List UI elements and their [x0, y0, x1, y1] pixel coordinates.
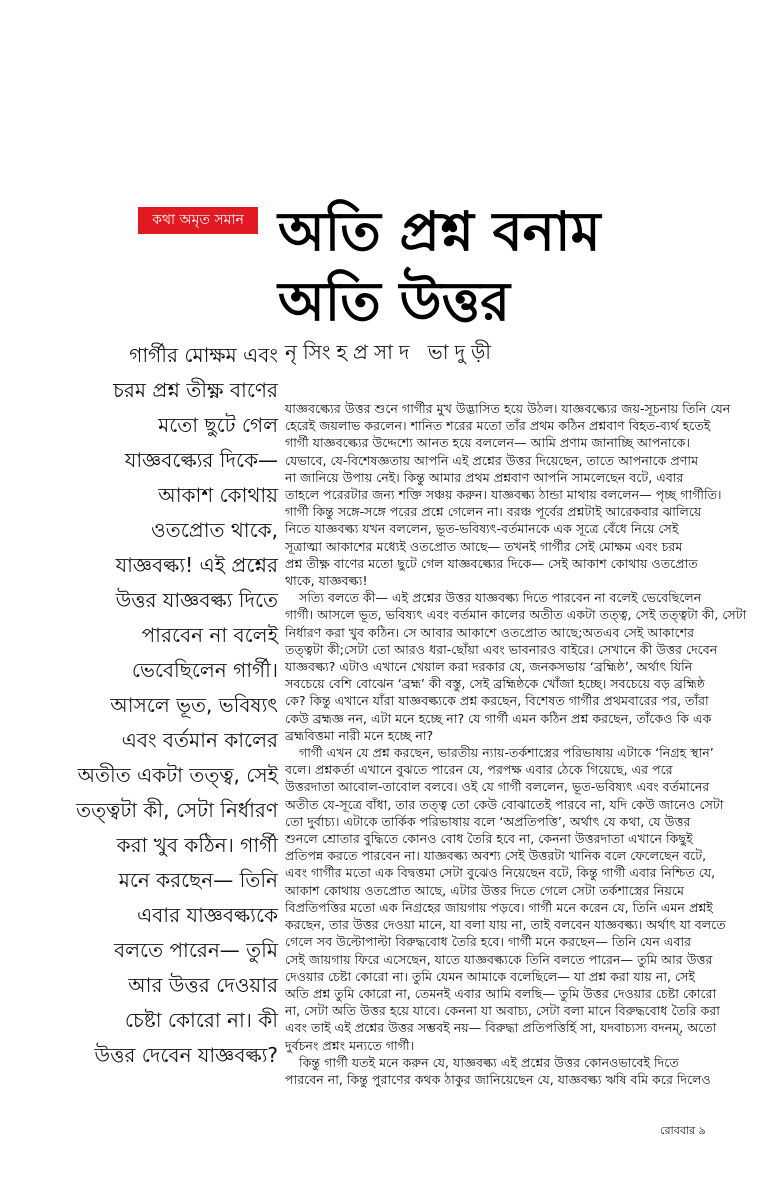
pull-quote-line: বলতে পারেন— তুমি — [114, 938, 278, 962]
text-line: কে? কিন্তু এখানে যাঁরা যাজ্ঞবল্ক্যকে প্রশ্ন করছেন, বিশেষত গার্গীর প্রথমবারের পর, তাঁরা — [285, 693, 709, 709]
text-line: গার্গী কিন্তু সঙ্গে-সঙ্গে পরের প্রশ্নে গেলেন না। বরঞ্চ পূর্বের প্রশ্নটাই আরেকবার ঝালিয়ে — [285, 504, 702, 520]
text-line: এবং গার্গীর মতো এক বিদ্বত্তমা সেটা বুঝেও নিয়েছেন বটে, কিন্তু গার্গী এবার নিশ্চিত যে, — [285, 865, 716, 881]
text-line: ব্রহ্মবিত্তমা নারী মনে হচ্ছে না? — [285, 727, 434, 743]
text-line: সবচেয়ে বেশি বোঝেন ‘ব্রহ্ম’ কী বস্তু, সেই ব্রহ্মিষ্ঠকে খোঁজা হচ্ছে। সবচেয়ে বড় ব্রহ্মিষ্ঠ — [285, 676, 706, 692]
pull-quote-line: ভেবেছিলেন গার্গী। — [131, 658, 278, 682]
section-label: কথা অমৃত সমান — [138, 207, 258, 234]
paragraph — [285, 1054, 763, 1088]
page-footer: রোববার ৯ — [660, 1124, 706, 1137]
text-line: থাকে, যাজ্ঞবল্ক্য! — [285, 573, 368, 589]
text-line: সূত্রাত্মা আকাশের মধ্যেই ওতপ্রোত আছে— তখনই গার্গীর সেই মোক্ষম এবং চরম — [285, 538, 683, 554]
article-body — [285, 400, 763, 1088]
pull-quote-line: মনে করছেন— তিনি — [118, 868, 278, 892]
pull-quote-line: আর উত্তর দেওয়ার — [128, 973, 278, 997]
text-line: অতি প্রশ্ন তুমি কোরো না, তেমনই এবার আমি বলছি— তুমি উত্তর দেওয়ার চেষ্টা কোরো — [285, 985, 717, 1001]
pull-quote-line: যাজ্ঞবল্ক্যের দিকে— — [124, 448, 278, 472]
text-line: সেই জায়গায় ফিরে এসেছেন, যাতে যাজ্ঞবল্ক্যকে তিনি বলতে পারেন— তুমি আর উত্তর — [285, 951, 713, 967]
text-line: অতীত যে-সূত্রে বাঁধা, তার তত্ত্ব তো কেউ বোঝাতেই পারবে না, যদি কেউ জানেও সেটা — [285, 796, 724, 812]
pull-quote-line: অতীত একটা তত্ত্ব, সেই — [77, 763, 278, 787]
pull-quote-line: মতো ছুটে গেল — [158, 413, 278, 437]
pull-quote-line: উত্তর দেবেন যাজ্ঞবল্ক্য? — [94, 1043, 278, 1067]
title-line: অতি প্রশ্ন বনাম — [278, 199, 601, 263]
text-line: বিপ্রতিপত্তির মতো এক নিগ্রহের জায়গায় পড়বে। গার্গী মনে করেন যে, তিনি এমন প্রশ্নই — [285, 899, 713, 915]
text-line: কেউ ব্রহ্মজ্ঞ নন, এটা মনে হচ্ছে না? যে গার্গী এমন কঠিন প্রশ্ন করছেন, তাঁকেও কি এক — [285, 710, 712, 726]
text-line: কিন্তু গার্গী যতই মনে করুন যে, যাজ্ঞবল্ক্য এই প্রশ্নের উত্তর কোনওভাবেই দিতে — [299, 1054, 679, 1070]
pull-quote-line: আসলে ভূত, ভবিষ্যৎ — [110, 693, 278, 717]
text-line: শুনলে শ্রোতার বুদ্ধিতে কোনও বোধ তৈরি হবে না, কেননা উত্তরদাতা এখানে কিছুই — [285, 831, 693, 847]
text-line: বলে। প্রশ্নকর্তা এখানে বুঝতে পারেন যে, পরপক্ষ এবার ঠেকে গিয়েছে, এর পরে — [285, 762, 673, 778]
text-line: না, সেটা অতি উত্তর হয়ে যাবে। কেননা যা অবাচ্য, সেটা বলা মানে বিরুদ্ধবোধ তৈরি করা — [285, 1003, 720, 1019]
text-line: প্রশ্ন তীক্ষ্ণ বাণের মতো ছুটে গেল যাজ্ঞবল্ক্যের দিকে— সেই আকাশ কোথায় ওতপ্রোত — [285, 555, 698, 571]
author-byline: নৃসিংহপ্রসাদ ভাদুড়ী — [285, 340, 498, 364]
pull-quote-line: পারবেন না বলেই — [141, 623, 278, 647]
text-line: নিতে যাজ্ঞবল্ক্য যখন বললেন, ভূত-ভবিষ্যৎ-বর্তমানকে এক সূত্রে বেঁধে নিয়ে সেই — [285, 521, 679, 537]
text-line: যাজ্ঞবল্ক্যের উত্তর শুনে গার্গীর মুখ উদ্ভাসিত হয়ে উঠল। যাজ্ঞবল্ক্যের জয়-সূচনায় তিনি যেন — [285, 401, 731, 416]
text-line: গার্গী যাজ্ঞবল্ক্যের উদ্দেশ্যে আনত হয়ে বললেন— আমি প্রণাম জানাচ্ছি আপনাকে। — [285, 435, 690, 451]
text-line: প্রতিপন্ন করতে পারবেন না। যাজ্ঞবল্ক্য অবশ্য সেই উত্তরটা খানিক বলে ফেলেছেন বটে, — [285, 848, 707, 864]
paragraph — [285, 400, 763, 589]
title-line: অতি উত্তর — [278, 269, 510, 333]
text-line: এবং তাই এই প্রশ্নের উত্তর সম্ভবই নয়— বিরুদ্ধা প্রতিপত্তির্হি সা, যদবাচ্যস্য বদনম্, অতো — [285, 1020, 717, 1036]
pull-quote-line: যাজ্ঞবল্ক্য! এই প্রশ্নের — [115, 553, 278, 577]
text-line: গেলে সব উল্টোপাল্টা বিরুদ্ধবোধ তৈরি হবে। গার্গী মনে করছেন— তিনি যেন এবার — [285, 934, 692, 950]
text-line: আকাশ কোথায় ওতপ্রোত আছে, এটার উত্তর দিতে গেলে সেটা তর্কশাস্ত্রের নিয়মে — [285, 882, 684, 898]
pull-quote-line: তত্ত্বটা কী, সেটা নির্ধারণ — [76, 798, 278, 822]
text-line: যাজ্ঞবল্ক্য? এটাও এখানে খেয়াল করা দরকার যে, জনকসভায় ‘ব্রহ্মিষ্ঠ’, অর্থাৎ যিনি — [285, 659, 693, 675]
pull-quote-line: গার্গীর মোক্ষম এবং — [129, 343, 278, 367]
pull-quote-line: চেষ্টা কোরো না। কী — [124, 1008, 278, 1032]
text-line: পারবেন না, কিন্তু পুরাণের কথক ঠাকুর জানিয়েছেন যে, যাজ্ঞবল্ক্য ঋষি বমি করে দিলেও — [285, 1071, 711, 1087]
text-line: দেওয়ার চেষ্টা কোরো না। তুমি যেমন আমাকে বলেছিলে— যা প্রশ্ন করা যায় না, সেই — [285, 968, 695, 984]
pull-quote-line: আকাশ কোথায় — [158, 483, 278, 507]
text-line: তাহলে পরেরটার জন্য শক্তি সঞ্চয় করুন। যাজ্ঞবল্ক্য ঠান্ডা মাথায় বললেন— পৃচ্ছ গার্গীতি। — [285, 487, 722, 503]
paragraph — [285, 744, 763, 1054]
pull-quote — [40, 338, 278, 1073]
pull-quote-line: এবার যাজ্ঞবল্ক্যকে — [136, 903, 278, 927]
text-line: দুর্বচনং প্রশ্নং মন্যতে গার্গী। — [285, 1037, 415, 1053]
paragraph — [285, 589, 763, 744]
text-line: হেরেই জয়লাভ করলেন। শানিত শরের মতো তাঁর প্রথম কঠিন প্রশ্নবাণ বিহত-ব্যর্থ হতেই — [285, 418, 711, 434]
text-line: করছেন, তার উত্তর দেওয়া মানে, যা বলা যায় না, তাই বলবেন যাজ্ঞবল্ক্য। অর্থাৎ যা বলতে — [285, 917, 726, 933]
text-line: সত্যি বলতে কী— এই প্রশ্নের উত্তর যাজ্ঞবল্ক্য দিতে পারবেন না বলেই ভেবেছিলেন — [299, 590, 702, 606]
pull-quote-line: চরম প্রশ্ন তীক্ষ্ণ বাণের — [113, 378, 278, 402]
pull-quote-line: এবং বর্তমান কালের — [121, 728, 278, 752]
text-line: যেভাবে, যে-বিশেষজ্ঞতায় আপনি এই প্রশ্নের উত্তর দিয়েছেন, তাতে আপনাকে প্রণাম — [285, 452, 699, 468]
text-line: নির্ধারণ করা খুব কঠিন। সে আবার আকাশে ওতপ্রোত আছে;অতএব সেই আকাশের — [285, 624, 695, 640]
text-line: তো দুর্বাচ্য। এটাকে তার্কিক পরিভাষায় বলে ‘অপ্রতিপত্তি’, অর্থাৎ যে কথা, যে উত্তর — [285, 813, 691, 829]
text-line: উত্তরদাতা আবোল-তাবোল বলবে। ওই যে গার্গী বললেন, ভূত-ভবিষ্যৎ এবং বর্তমানের — [285, 779, 710, 795]
text-line: তত্ত্বটা কী;সেটা তো আরও ধরা-ছোঁয়া এবং ভাবনারও বাইরে। সেখানে কী উত্তর দেবেন — [285, 641, 718, 657]
pull-quote-line: করা খুব কঠিন। গার্গী — [116, 833, 278, 857]
pull-quote-line: ওতপ্রোত থাকে, — [151, 518, 278, 542]
text-line: গার্গী এখন যে প্রশ্ন করছেন, ভারতীয় ন্যায়-তর্কশাস্ত্রের পরিভাষায় এটাকে ‘নিগ্রহ স্থান’ — [299, 745, 714, 761]
pull-quote-line: উত্তর যাজ্ঞবল্ক্য দিতে — [115, 588, 278, 612]
article-title — [278, 196, 758, 336]
text-line: গার্গী। আসলে ভূত, ভবিষ্যৎ এবং বর্তমান কালের অতীত একটা তত্ত্ব, সেই তত্ত্বটা কী, সেটা — [285, 607, 747, 623]
text-line: না জানিয়ে উপায় নেই। কিন্তু আমার প্রথম প্রশ্নবাণ আপনি সামলেছেন বটে, এবার — [285, 469, 684, 485]
